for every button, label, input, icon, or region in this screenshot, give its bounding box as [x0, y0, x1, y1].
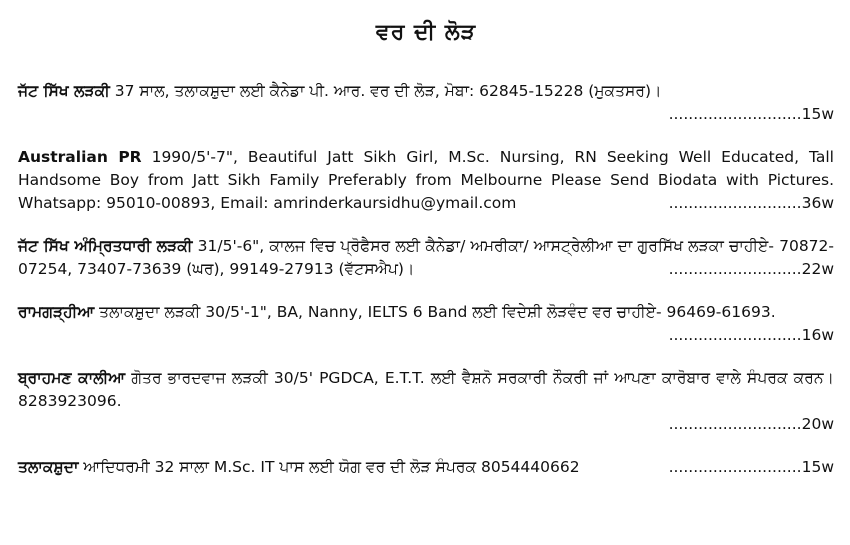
- ad-text: ਤਲਾਕਸ਼ੁਦਾ ਲੜਕੀ 30/5'-1", BA, Nanny, IELTS 6 Band ਲਈ ਵਿਦੇਸ਼ੀ ਲੋੜਵੰਦ ਵਰ ਚਾਹੀਏ- 96469-61693.: [94, 303, 776, 321]
- ad-lead: ਰਾਮਗੜ੍ਹੀਆ: [18, 303, 95, 321]
- ad-lead: ਜੱਟ ਸਿੱਖ ਲੜਕੀ: [18, 82, 110, 100]
- ad-text: 1990/5'-7", Beautiful Jatt Sikh Girl, M.Sc. Nursing, RN Seeking Well Educated, Tall Handsome Boy from Jatt Sikh Family Preferably from Melbourne Please Send Biodata with Pictures. Whatsapp: 95010-00893, Email: amrinderkaursidhu@ymail.com: [18, 148, 834, 212]
- ad-body: [18, 80, 834, 103]
- ad-word-count: ...........................16w: [668, 326, 834, 344]
- classified-ad-4: [18, 301, 834, 347]
- classified-ad-3: [18, 235, 834, 281]
- page-title: ਵਰ ਦੀ ਲੋੜ: [375, 20, 477, 45]
- ad-word-count: ...........................20w: [668, 415, 834, 433]
- classified-ad-5: [18, 367, 834, 436]
- ad-word-count: ...........................36w: [668, 194, 834, 212]
- classified-ad-6: [18, 456, 834, 479]
- ad-word-count: ...........................15w: [668, 458, 834, 476]
- ad-text: 37 ਸਾਲ, ਤਲਾਕਸ਼ੁਦਾ ਲਈ ਕੈਨੇਡਾ ਪੀ. ਆਰ. ਵਰ ਦੀ ਲੋੜ, ਮੋਬਾ: 62845-15228 (ਮੁਕਤਸਰ)।: [109, 82, 662, 100]
- classified-ad-2: [18, 146, 834, 215]
- classified-ad-1: [18, 80, 834, 126]
- ad-word-count: ...........................15w: [668, 105, 834, 123]
- ad-word-count: ...........................22w: [668, 260, 834, 278]
- ad-lead: ਬ੍ਰਾਹਮਣ ਕਾਲੀਆ: [18, 369, 126, 387]
- ad-text: ਗੋਤਰ ਭਾਰਦਵਾਜ ਲੜਕੀ 30/5' PGDCA, E.T.T. ਲਈ ਵੈਸ਼ਨੋ ਸਰਕਾਰੀ ਨੌਕਰੀ ਜਾਂ ਆਪਣਾ ਕਾਰੋਬਾਰ ਵਾਲੇ ਸੰਪਰਕ ਕਰਨ। 8283923096.: [18, 369, 834, 410]
- ad-lead: ਜੱਟ ਸਿੱਖ ਅੰਮ੍ਰਿਤਧਾਰੀ ਲੜਕੀ: [18, 237, 193, 255]
- ad-lead: Australian PR: [18, 148, 142, 166]
- ad-lead: ਤਲਾਕਸ਼ੁਦਾ: [18, 458, 79, 476]
- ad-text: 31/5'-6", ਕਾਲਜ ਵਿਚ ਪ੍ਰੋਫੈਸਰ ਲਈ ਕੈਨੇਡਾ/ ਅਮਰੀਕਾ/ ਆਸਟ੍ਰੇਲੀਆ ਦਾ ਗੁਰਸਿੱਖ ਲੜਕਾ ਚਾਹੀਏ- 70872-07254, 73407-73639 (ਘਰ), 99149-27913 (ਵੱਟਸਐਪ)।: [18, 237, 834, 278]
- ad-text: ਆਦਿਧਰਮੀ 32 ਸਾਲਾ M.Sc. IT ਪਾਸ ਲਈ ਯੋਗ ਵਰ ਦੀ ਲੋੜ ਸੰਪਰਕ 8054440662: [78, 458, 580, 476]
